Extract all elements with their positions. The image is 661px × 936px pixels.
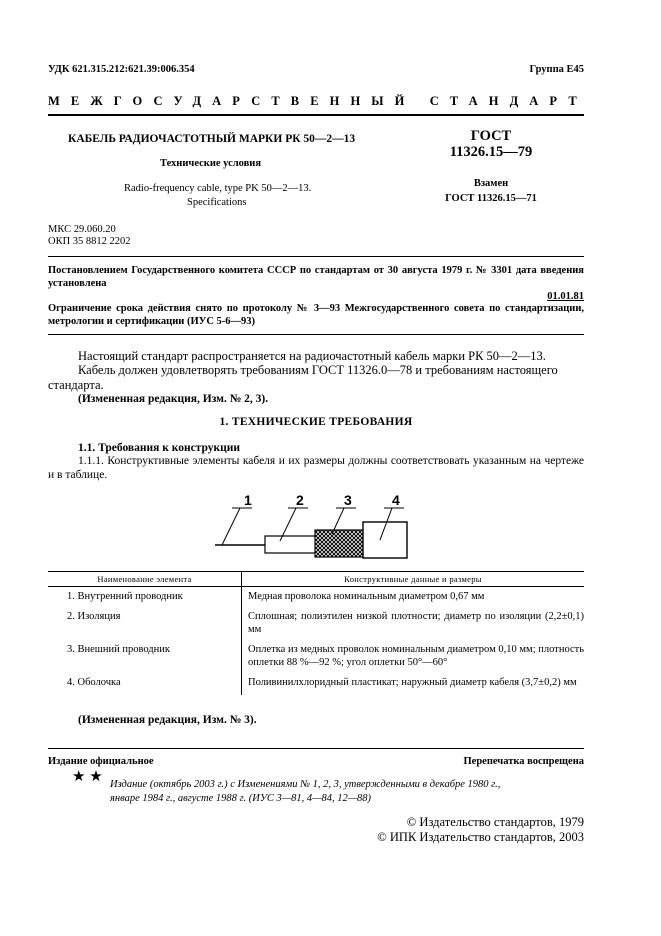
udk-code: УДК 621.315.212:621.39:006.354 [48,64,195,75]
table-row [48,587,584,608]
element-data: Медная проволока номинальным диаметром 0,67 мм [248,591,485,602]
official-edition-label: Издание официальное [48,756,154,767]
diagram-label-2: 2 [296,492,304,508]
element-name: 2. Изоляция [48,607,242,640]
table-row [48,673,584,695]
scope-paragraph: Настоящий стандарт распространяется на радиочастотный кабель марки РК 50—2—13. [78,349,546,363]
introduction-date: 01.01.81 [547,291,584,302]
top-rule [48,114,584,116]
table-header-row [48,572,584,587]
element-data: Оплетка из медных проволок номинальным диаметром 0,10 мм; плотность оплетки 88 %—92 %; угол оплетки 50°—60° [248,644,584,668]
subsection-title: 1.1. Требования к конструкции [78,442,240,454]
decree-text: Постановлением Государственного комитета СССР по стандартам от 30 августа 1979 г. № 3301 дата введения установлена [48,265,584,289]
insulation-shape [265,536,317,553]
section-title: 1. ТЕХНИЧЕСКИЕ ТРЕБОВАНИЯ [219,416,413,428]
element-name: 1. Внутренний проводник [48,587,242,608]
mks-code: МКС 29.060.20 [48,224,116,235]
gost-label: ГОСТ [470,128,512,144]
replaces-value: ГОСТ 11326.15—71 [445,193,537,204]
copyright-1979: © Издательство стандартов, 1979 [406,815,584,829]
table-row [48,607,584,640]
table-row [48,640,584,673]
english-title-line1: Radio-frequency cable, type PK 50—2—13. [124,183,312,194]
document-subtitle: Технические условия [160,158,262,169]
stars-icon: ★ ★ [72,769,103,785]
document-title: КАБЕЛЬ РАДИОЧАСТОТНЫЙ МАРКИ РК 50—2—13 [68,133,356,145]
subsection-text: 1.1.1. Конструктивные элементы кабеля и их размеры должны соответствовать указанным на чертеже и в таблице. [48,455,584,481]
okp-code: ОКП 35 8812 2202 [48,236,131,247]
diagram-label-4: 4 [392,492,400,508]
element-data: Сплошная; полиэтилен низкой плотности; диаметр по изоляции (2,2±0,1) мм [248,611,584,635]
amendment-note-2: (Измененная редакция, Изм. № 3). [78,714,257,726]
replaces-label: Взамен [473,178,509,189]
group-code: Группа Е45 [529,64,584,75]
construction-table [48,571,584,695]
title-rule [48,256,584,257]
limitation-text: Ограничение срока действия снято по протоколу № 3—93 Межгосударственного совета по стандартизации, метрологии и сертификации (ИУС 5-6—93) [48,303,584,327]
element-data: Поливинилхлоридный пластикат; наружный диаметр кабеля (3,7±0,2) мм [248,677,577,688]
gost-number: 11326.15—79 [449,144,533,160]
diagram-label-1: 1 [244,492,252,508]
column-header-element: Наименование элемента [48,572,242,587]
reprint-prohibited-label: Перепечатка воспрещена [463,756,584,767]
copyright-2003: © ИПК Издательство стандартов, 2003 [377,830,584,844]
diagram-label-3: 3 [344,492,352,508]
decree-rule [48,334,584,335]
english-title-line2: Specifications [187,197,247,208]
footer-rule [48,748,584,749]
requirements-paragraph: Кабель должен удовлетворять требованиям ГОСТ 11326.0—78 и требованиям настоящего стандарта. [48,363,558,392]
column-header-data: Конструктивные данные и размеры [242,572,585,587]
outer-conductor-braid [315,530,365,557]
amendment-note-1: (Измененная редакция, Изм. № 2, 3). [78,393,269,405]
edition-note: Издание (октябрь 2003 г.) с Изменениями № 1, 2, 3, утвержденными в декабре 1980 г., январе 1984 г., августе 1988 г. (ИУС 3—81, 4—84, 12—88) [110,779,501,804]
element-name: 3. Внешний проводник [48,640,242,673]
standard-banner: МЕЖГОСУДАРСТВЕННЫЙ СТАНДАРТ [48,94,588,108]
element-name: 4. Оболочка [48,673,242,695]
cable-cross-section-diagram [210,490,425,565]
